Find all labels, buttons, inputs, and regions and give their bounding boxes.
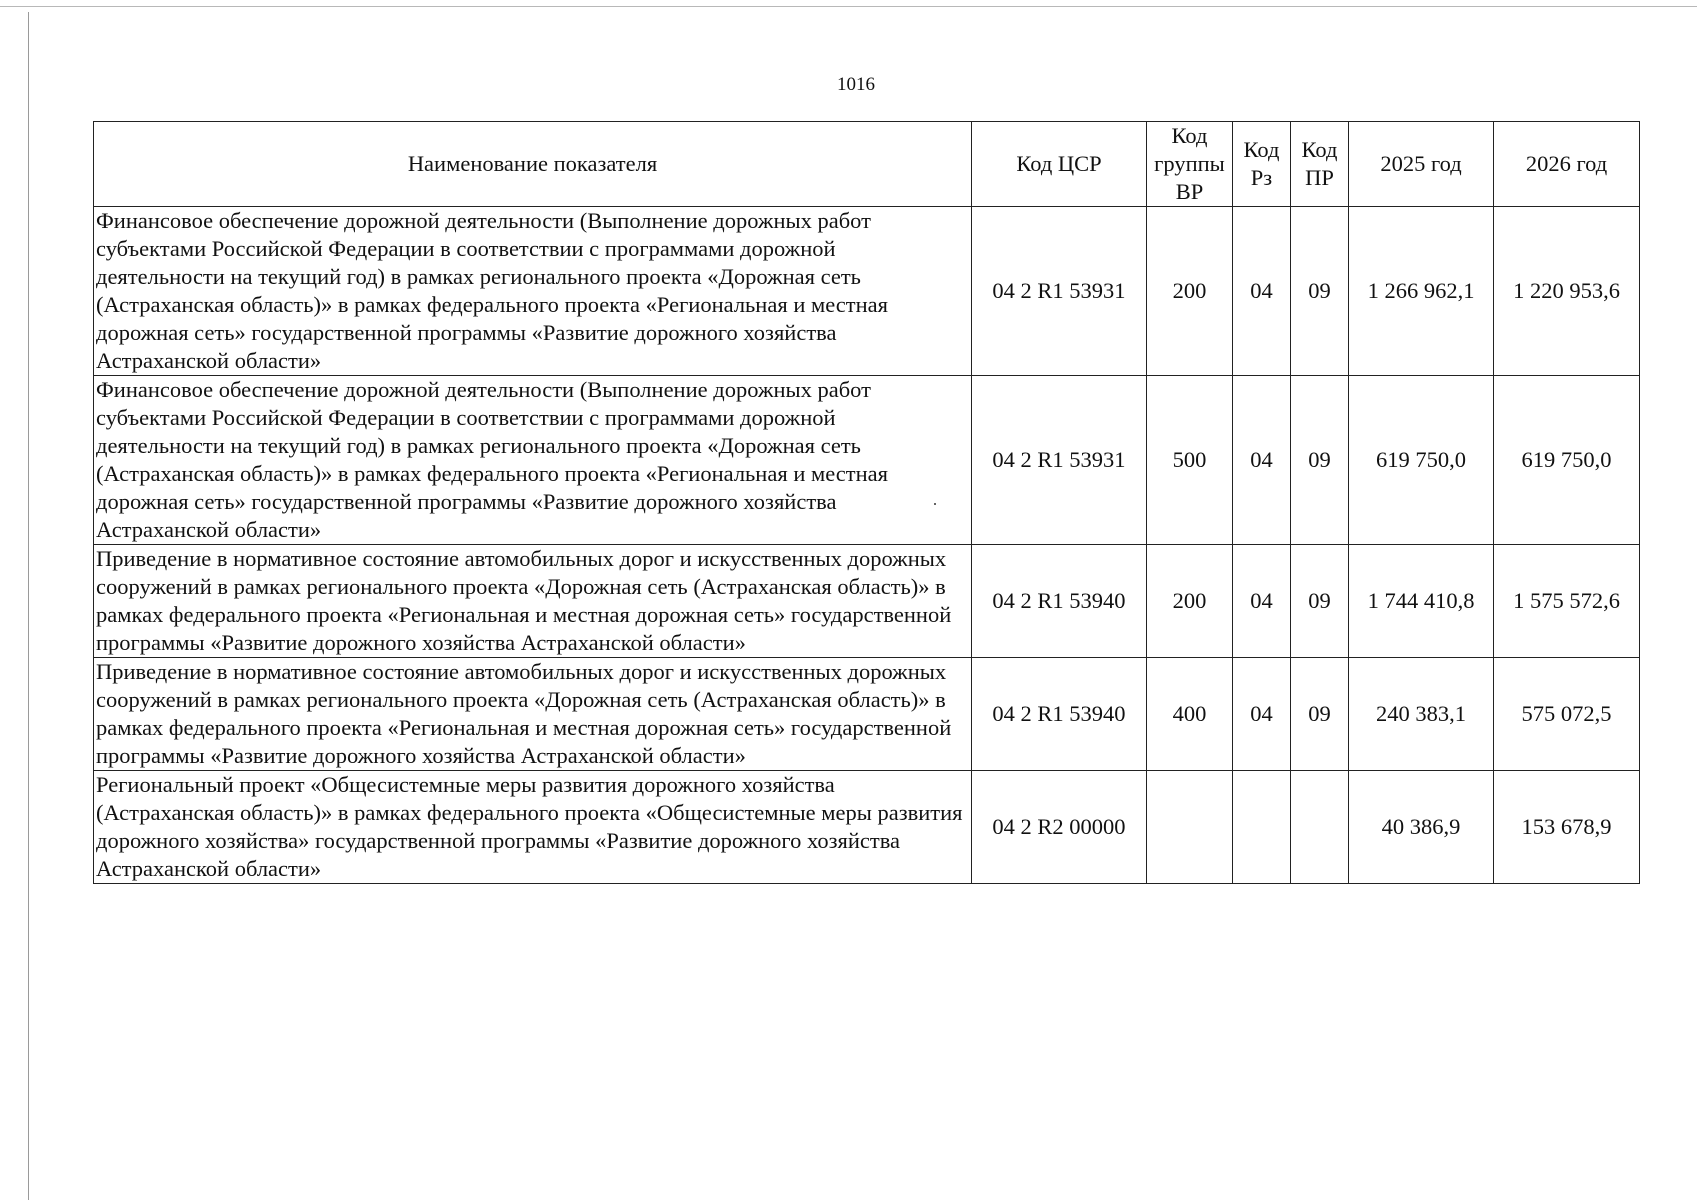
cell-pr: 09 <box>1291 207 1349 376</box>
cell-name: Приведение в нормативное состояние автомобильных дорог и искусственных дорожных сооружений в рамках регионального проекта «Дорожная сеть (Астраханская область)» в рамках федерального проекта «Региональная и местная дорожная сеть» государственной программы «Развитие дорожного хозяйства Астраханской области» <box>94 545 972 658</box>
cell-vr: 200 <box>1147 207 1233 376</box>
scan-speck <box>934 503 936 505</box>
header-2025: 2025 год <box>1349 122 1494 207</box>
scan-edge-left <box>28 12 29 1200</box>
cell-vr <box>1147 771 1233 884</box>
cell-rz: 04 <box>1233 545 1291 658</box>
header-vr: Код группы ВР <box>1147 122 1233 207</box>
header-csr: Код ЦСР <box>972 122 1147 207</box>
cell-2025: 1 744 410,8 <box>1349 545 1494 658</box>
cell-rz: 04 <box>1233 207 1291 376</box>
header-pr: Код ПР <box>1291 122 1349 207</box>
cell-2026: 153 678,9 <box>1494 771 1640 884</box>
cell-2026: 1 220 953,6 <box>1494 207 1640 376</box>
cell-2025: 40 386,9 <box>1349 771 1494 884</box>
table-row <box>94 207 1640 376</box>
table-header-row <box>94 122 1640 207</box>
cell-pr <box>1291 771 1349 884</box>
cell-2025: 619 750,0 <box>1349 376 1494 545</box>
cell-csr: 04 2 R1 53931 <box>972 207 1147 376</box>
table-row <box>94 376 1640 545</box>
cell-rz: 04 <box>1233 376 1291 545</box>
cell-name: Региональный проект «Общесистемные меры развития дорожного хозяйства (Астраханская область)» в рамках федерального проекта «Общесистемные меры развития дорожного хозяйства» государственной программы «Развитие дорожного хозяйства Астраханской области» <box>94 771 972 884</box>
cell-pr: 09 <box>1291 376 1349 545</box>
cell-vr: 400 <box>1147 658 1233 771</box>
header-rz: Код Рз <box>1233 122 1291 207</box>
cell-2026: 1 575 572,6 <box>1494 545 1640 658</box>
cell-name: Приведение в нормативное состояние автомобильных дорог и искусственных дорожных сооружений в рамках регионального проекта «Дорожная сеть (Астраханская область)» в рамках федерального проекта «Региональная и местная дорожная сеть» государственной программы «Развитие дорожного хозяйства Астраханской области» <box>94 658 972 771</box>
cell-2026: 619 750,0 <box>1494 376 1640 545</box>
page-number: 1016 <box>837 74 875 95</box>
table-row <box>94 658 1640 771</box>
table-row <box>94 771 1640 884</box>
cell-csr: 04 2 R1 53931 <box>972 376 1147 545</box>
cell-pr: 09 <box>1291 658 1349 771</box>
cell-rz <box>1233 771 1291 884</box>
scan-edge-top <box>0 6 1697 7</box>
header-name: Наименование показателя <box>94 122 972 207</box>
cell-2025: 1 266 962,1 <box>1349 207 1494 376</box>
header-2026: 2026 год <box>1494 122 1640 207</box>
cell-2026: 575 072,5 <box>1494 658 1640 771</box>
cell-rz: 04 <box>1233 658 1291 771</box>
cell-name: Финансовое обеспечение дорожной деятельности (Выполнение дорожных работ субъектами Российской Федерации в соответствии с программами дорожной деятельности на текущий год) в рамках регионального проекта «Дорожная сеть (Астраханская область)» в рамках федерального проекта «Региональная и местная дорожная сеть» государственной программы «Развитие дорожного хозяйства Астраханской области» <box>94 376 972 545</box>
cell-csr: 04 2 R1 53940 <box>972 658 1147 771</box>
budget-table <box>93 121 1640 884</box>
cell-2025: 240 383,1 <box>1349 658 1494 771</box>
cell-pr: 09 <box>1291 545 1349 658</box>
cell-vr: 200 <box>1147 545 1233 658</box>
cell-csr: 04 2 R1 53940 <box>972 545 1147 658</box>
cell-name: Финансовое обеспечение дорожной деятельности (Выполнение дорожных работ субъектами Российской Федерации в соответствии с программами дорожной деятельности на текущий год) в рамках регионального проекта «Дорожная сеть (Астраханская область)» в рамках федерального проекта «Региональная и местная дорожная сеть» государственной программы «Развитие дорожного хозяйства Астраханской области» <box>94 207 972 376</box>
cell-vr: 500 <box>1147 376 1233 545</box>
cell-csr: 04 2 R2 00000 <box>972 771 1147 884</box>
table-row <box>94 545 1640 658</box>
